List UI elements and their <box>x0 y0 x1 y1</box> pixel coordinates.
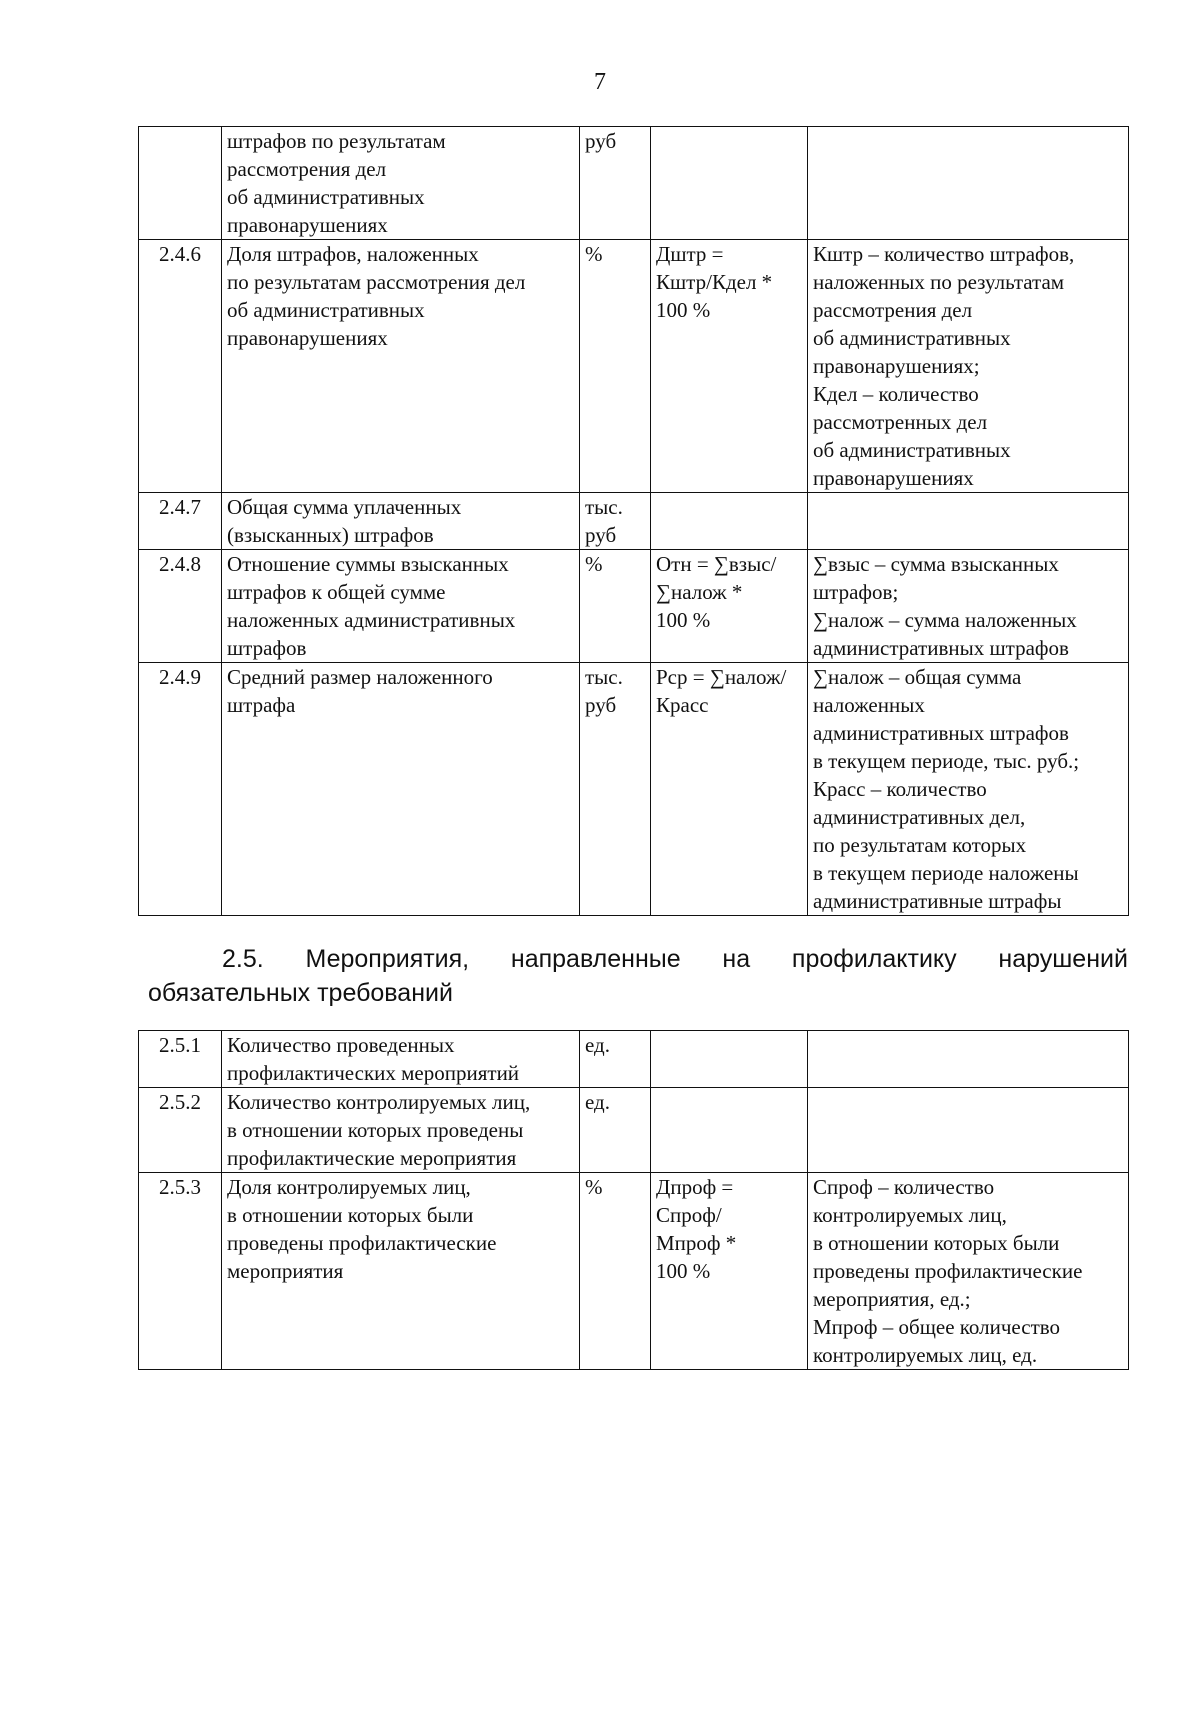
prevention-measures-table <box>138 1030 1129 1370</box>
unit-of-measure: руб <box>580 127 651 240</box>
row-number: 2.5.2 <box>139 1088 222 1173</box>
calculation-formula <box>651 493 808 550</box>
calculation-formula <box>651 127 808 240</box>
calculation-formula: Дштр = Кштр/Кдел * 100 % <box>651 240 808 493</box>
indicators-table-continued <box>138 126 1129 916</box>
formula-notes: Спроф – количество контролируемых лиц, в отношении которых были проведены профилактические мероприятия, ед.; Мпроф – общее количество контролируемых лиц, ед. <box>808 1173 1129 1370</box>
row-number: 2.4.8 <box>139 550 222 663</box>
formula-notes: Кштр – количество штрафов, наложенных по результатам рассмотрения дел об административных правонарушениях; Кдел – количество рассмотренных дел об административных правонарушениях <box>808 240 1129 493</box>
table-row <box>139 127 1129 240</box>
row-number: 2.5.3 <box>139 1173 222 1370</box>
unit-of-measure: тыс. руб <box>580 493 651 550</box>
formula-notes: ∑налож – общая сумма наложенных административных штрафов в текущем периоде, тыс. руб.; Красс – количество административных дел, по результатам которых в текущем периоде наложены административные штрафы <box>808 663 1129 916</box>
section-heading-line-2: обязательных требований <box>148 979 453 1007</box>
section-heading <box>148 942 1128 1010</box>
indicator-name: Средний размер наложенного штрафа <box>222 663 580 916</box>
indicator-name: Количество проведенных профилактических мероприятий <box>222 1031 580 1088</box>
row-number <box>139 127 222 240</box>
section-title-word: Мероприятия, <box>305 945 470 973</box>
calculation-formula: Дпроф = Спроф/ Мпроф * 100 % <box>651 1173 808 1370</box>
row-number: 2.5.1 <box>139 1031 222 1088</box>
calculation-formula: Отн = ∑взыс/ ∑налож * 100 % <box>651 550 808 663</box>
section-title-word: направленные <box>510 945 681 973</box>
table-row <box>139 1173 1129 1370</box>
formula-notes <box>808 493 1129 550</box>
unit-of-measure: % <box>580 1173 651 1370</box>
unit-of-measure: ед. <box>580 1088 651 1173</box>
row-number: 2.4.9 <box>139 663 222 916</box>
row-number: 2.4.7 <box>139 493 222 550</box>
unit-of-measure: ед. <box>580 1031 651 1088</box>
section-title-word: на <box>722 945 751 973</box>
section-heading-line-1 <box>148 942 1128 976</box>
section-title-word: нарушений <box>998 945 1128 973</box>
indicator-name: Доля штрафов, наложенных по результатам рассмотрения дел об административных правонарушениях <box>222 240 580 493</box>
unit-of-measure: тыс. руб <box>580 663 651 916</box>
unit-of-measure: % <box>580 240 651 493</box>
indicator-name: Количество контролируемых лиц, в отношении которых проведены профилактические мероприятия <box>222 1088 580 1173</box>
calculation-formula: Рср = ∑налож/ Красс <box>651 663 808 916</box>
calculation-formula <box>651 1088 808 1173</box>
table-row <box>139 240 1129 493</box>
table-row <box>139 550 1129 663</box>
formula-notes: ∑взыс – сумма взысканных штрафов; ∑налож – сумма наложенных административных штрафов <box>808 550 1129 663</box>
page-number: 7 <box>594 69 606 95</box>
formula-notes <box>808 1031 1129 1088</box>
row-number: 2.4.6 <box>139 240 222 493</box>
indicator-name: Общая сумма уплаченных (взысканных) штрафов <box>222 493 580 550</box>
section-number: 2.5. <box>222 945 264 973</box>
table-row <box>139 1031 1129 1088</box>
calculation-formula <box>651 1031 808 1088</box>
formula-notes <box>808 1088 1129 1173</box>
unit-of-measure: % <box>580 550 651 663</box>
table-row <box>139 493 1129 550</box>
table-row <box>139 1088 1129 1173</box>
table-row <box>139 663 1129 916</box>
indicator-name: Отношение суммы взысканных штрафов к общей сумме наложенных административных штрафов <box>222 550 580 663</box>
formula-notes <box>808 127 1129 240</box>
indicator-name: Доля контролируемых лиц, в отношении которых были проведены профилактические мероприятия <box>222 1173 580 1370</box>
section-title-word: профилактику <box>791 945 957 973</box>
indicator-name: штрафов по результатам рассмотрения дел об административных правонарушениях <box>222 127 580 240</box>
